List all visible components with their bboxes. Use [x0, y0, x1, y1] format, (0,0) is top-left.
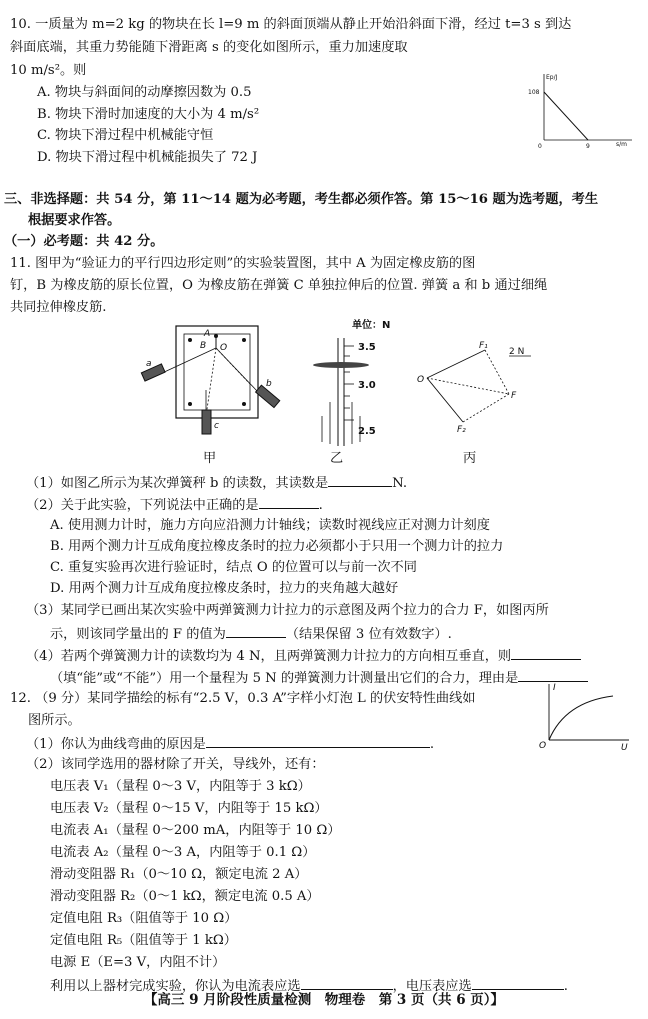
q11-part-2-text: （2）关于此实验，下列说法中正确的是 [26, 498, 259, 513]
q12-item: 定值电阻 R₅（阻值等于 1 kΩ） [50, 933, 237, 948]
yi-tick-3.5: 3.5 [358, 342, 376, 353]
q10-graph-ylabel: Ep/J [546, 74, 558, 81]
q12-line-2: 图所示。 [28, 713, 81, 728]
q10-graph-xtick: 9 [586, 143, 590, 150]
q11-figure-yi [300, 316, 410, 446]
q11-part-2 [26, 495, 323, 515]
q11-part-2-option-c: C. 重复实验再次进行验证时，结点 O 的位置可以与前一次不同 [50, 560, 417, 575]
figure-label-jia: 甲 [203, 451, 217, 466]
q11-part-3-end: （结果保留 3 位有效数字）. [285, 627, 452, 642]
q12-last-mid: ，电压表应选 [392, 979, 472, 994]
q12-part-2: （2）该同学选用的器材除了开关，导线外，还有： [26, 757, 325, 772]
q11-part-3-line-1: （3）某同学已画出某次实验中两弹簧测力计拉力的示意图及两个拉力的合力 F，如图丙所 [26, 603, 549, 618]
page-footer: 【高三 9 月阶段性质量检测 物理卷 第 3 页（共 6 页）】 [143, 992, 505, 1008]
q11-part-2-end: . [318, 498, 323, 513]
q12-item: 滑动变阻器 R₁（0～10 Ω，额定电流 2 A） [50, 867, 308, 882]
q12-part-1-text: （1）你认为曲线弯曲的原因是 [26, 737, 206, 752]
q12-item: 电流表 A₁（量程 0～200 mA，内阻等于 10 Ω） [50, 823, 341, 838]
jia-label-B: B [200, 341, 207, 351]
bing-scale: 2 N [509, 347, 525, 357]
q11-figure-jia [140, 320, 300, 450]
jia-label-a: a [146, 359, 152, 369]
q12-last-text: 利用以上器材完成实验，你认为电流表应选 [50, 979, 301, 994]
jia-label-A: A [204, 329, 211, 339]
q12-graph-xlabel: U [621, 743, 628, 753]
q12-iv-graph [535, 678, 635, 753]
q10-stem-3: 10 m/s²。则 [10, 63, 87, 78]
bing-label-O: O [417, 375, 425, 385]
q12-item: 电压表 V₂（量程 0～15 V，内阻等于 15 kΩ） [50, 801, 328, 816]
jia-label-b: b [266, 379, 272, 389]
q12-graph-ylabel: I [553, 683, 556, 693]
q11-part-2-option-d: D. 用两个测力计互成角度拉橡皮条时，拉力的夹角越大越好 [50, 581, 399, 596]
q12-item: 定值电阻 R₃（阻值等于 10 Ω） [50, 911, 238, 926]
q11-intro-1: 11. 图甲为“验证力的平行四边形定则”的实验装置图，其中 A 为固定橡皮筋的图 [10, 256, 476, 271]
q11-part-2-option-b: B. 用两个测力计互成角度拉橡皮条时的拉力必须都小于只用一个测力计的拉力 [50, 539, 504, 554]
q10-graph-origin: 0 [538, 143, 542, 150]
q11-part-4-line-1 [26, 646, 581, 666]
q11-part-3-text: 示，则该同学量出的 F 的值为 [50, 627, 226, 642]
q12-part-1-end: . [429, 737, 435, 752]
q10-option-a: A. 物块与斜面间的动摩擦因数为 0.5 [37, 85, 252, 100]
q11-part-1 [26, 473, 407, 493]
q11-part-1-end: N. [392, 476, 408, 491]
q10-stem-1: 10. 一质量为 m=2 kg 的物块在长 l=9 m 的斜面顶端从静止开始沿斜面下滑，经过 t=3 s 到达 [10, 17, 572, 32]
q11-part-3-line-2 [50, 624, 452, 644]
section3-line-2: 根据要求作答。 [28, 213, 121, 228]
q11-intro-3: 共同拉伸橡皮筋. [10, 300, 107, 315]
section3-line-1: 三、非选择题：共 54 分，第 11～14 题为必考题，考生都必须作答。第 15～16 题为选考题，考生 [4, 192, 599, 207]
q10-stem-2: 斜面底端，其重力势能随下滑距离 s 的变化如图所示，重力加速度取 [10, 40, 408, 55]
q11-part-2-option-a: A. 使用测力计时，施力方向应沿测力计轴线；读数时视线应正对测力计刻度 [50, 518, 490, 533]
yi-tick-2.5: 2.5 [358, 426, 376, 437]
figure-label-yi: 乙 [330, 451, 344, 466]
q11-part-4-text-2: （填“能”或“不能”）用一个量程为 5 N 的弹簧测力计测量出它们的合力，理由是 [50, 671, 519, 686]
q10-option-c: C. 物块下滑过程中机械能守恒 [37, 128, 214, 143]
q12-item: 滑动变阻器 R₂（0～1 kΩ，额定电流 0.5 A） [50, 889, 320, 904]
q11-figure-bing [415, 340, 545, 440]
q12-graph-origin: O [539, 741, 547, 751]
yi-unit-label: 单位：N [352, 320, 391, 331]
q10-energy-graph [520, 70, 640, 150]
bing-label-F1: F₁ [479, 341, 488, 351]
q12-line-1: 12. （9 分）某同学描绘的标有“2.5 V，0.3 A”字样小灯泡 L 的伏安特性曲线如 [10, 691, 476, 706]
section3-sub-1: （一）必考题：共 42 分。 [4, 234, 164, 249]
answer-blank[interactable] [259, 495, 319, 509]
answer-blank[interactable] [226, 624, 286, 638]
q12-last-end: . [563, 979, 568, 994]
q10-option-d: D. 物块下滑过程中机械能损失了 72 J [37, 150, 258, 165]
jia-label-c: c [214, 421, 219, 431]
bing-label-F2: F₂ [457, 425, 466, 435]
answer-blank[interactable] [206, 734, 430, 748]
q11-part-1-text: （1）如图乙所示为某次弹簧秤 b 的读数，其读数是 [26, 476, 329, 491]
bing-label-F: F [511, 391, 517, 401]
jia-label-O: O [220, 343, 228, 353]
figure-label-bing: 丙 [463, 451, 477, 466]
q12-item: 电压表 V₁（量程 0～3 V，内阻等于 3 kΩ） [50, 779, 311, 794]
q10-option-b: B. 物块下滑时加速度的大小为 4 m/s² [37, 107, 260, 122]
answer-blank[interactable] [511, 646, 581, 660]
yi-tick-3.0: 3.0 [358, 380, 376, 391]
q10-graph-xlabel: s/m [616, 141, 627, 148]
q12-item: 电源 E（E=3 V，内阻不计） [50, 955, 226, 970]
answer-blank[interactable] [328, 473, 392, 487]
q11-part-4-line-2 [50, 668, 588, 688]
q11-part-4-text: （4）若两个弹簧测力计的读数均为 4 N，且两弹簧测力计拉力的方向相互垂直，则 [26, 649, 512, 664]
q11-intro-2: 钉，B 为橡皮筋的原长位置，O 为橡皮筋在弹簧 C 单独拉伸后的位置. 弹簧 a 和 b 通过细绳 [10, 278, 548, 293]
q10-graph-ytick: 108 [528, 89, 540, 96]
q12-part-1 [26, 734, 434, 754]
q12-item: 电流表 A₂（量程 0～3 A，内阻等于 0.1 Ω） [50, 845, 316, 860]
